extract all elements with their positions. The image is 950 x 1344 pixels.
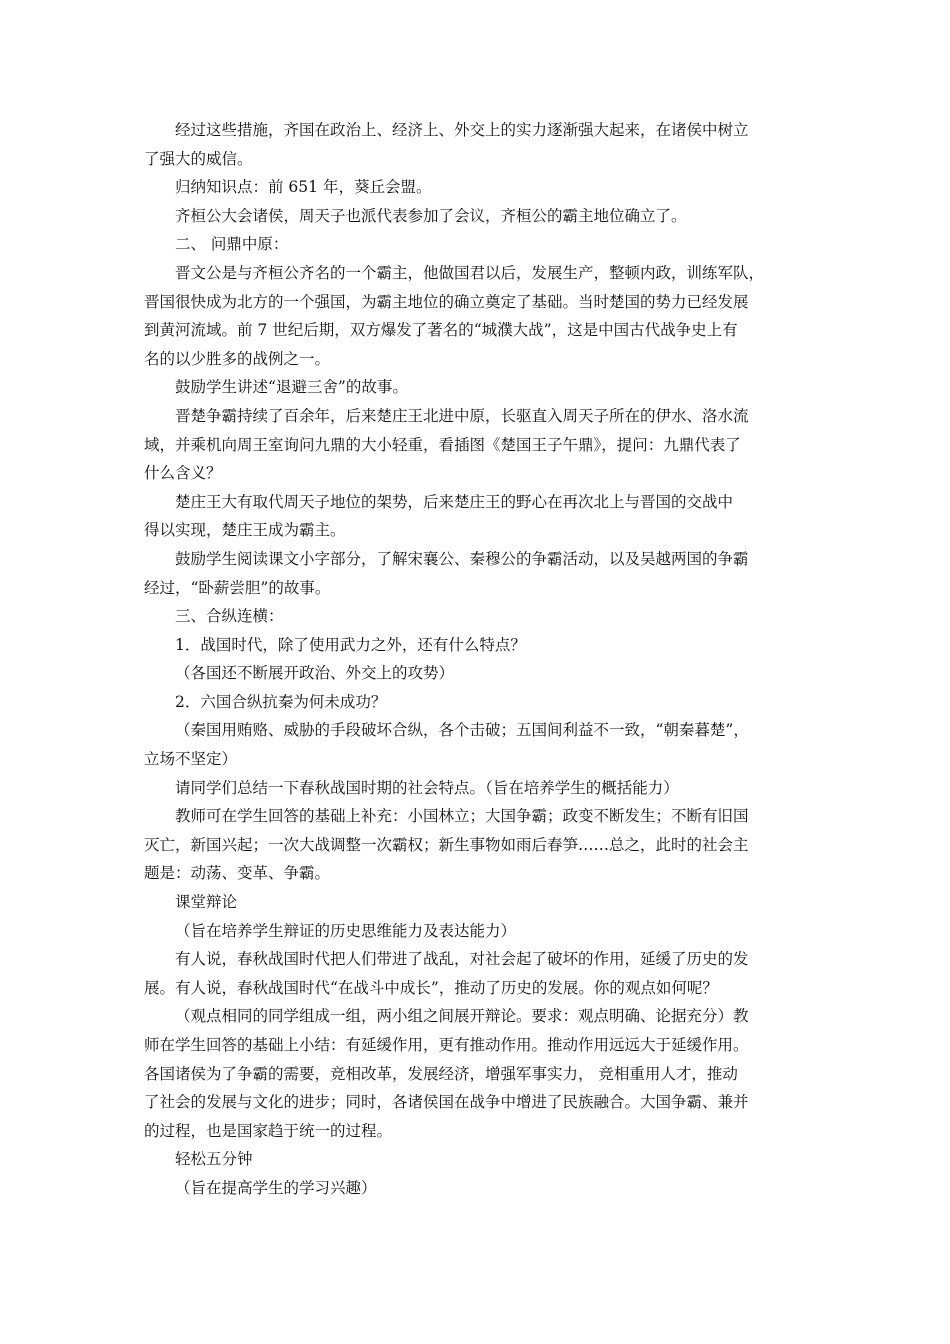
paragraph: [144, 688, 814, 717]
text-line: 楚庄王大有取代周天子地位的架势，后来楚庄王的野心在再次北上与晋国的交战中: [175, 492, 734, 511]
text-line: 域，并乘机向周王室询问九鼎的大小轻重，看插图《楚国王子午鼎》，提问：九鼎代表了: [144, 435, 741, 454]
text-line: 二、 问鼎中原：: [175, 235, 289, 254]
text-line: 各国诸侯为了争霸的需要，竞相改革，发展经济，增强军事实力， 竞相重用人才，推动: [144, 1064, 738, 1083]
paragraph: [144, 1174, 814, 1203]
paragraph: [144, 1145, 814, 1174]
text-line: 的过程，也是国家趋于统一的过程。: [144, 1121, 393, 1140]
text-line: 经过这些措施，齐国在政治上、经济上、外交上的实力逐渐强大起来，在诸侯中树立: [175, 121, 749, 139]
text-line: 了社会的发展与文化的进步；同时，各诸侯国在战争中增进了民族融合。大国争霸、兼并: [144, 1093, 749, 1112]
text-line: 请同学们总结一下春秋战国时期的社会特点。（旨在培养学生的概括能力）: [175, 778, 679, 797]
text-line: 名的以少胜多的战例之一。: [144, 349, 331, 368]
text-line: 轻松五分钟: [175, 1150, 253, 1169]
paragraph: [144, 802, 814, 888]
text-line: 灭亡，新国兴起；一次大战调整一次霸权；新生事物如雨后春笋……总之，此时的社会主: [144, 835, 749, 854]
paragraph: [144, 116, 814, 173]
text-line: 归纳知识点：前 651 年，葵丘会盟。: [175, 178, 432, 197]
text-line: 经过，“卧薪尝胆”的故事。: [144, 578, 331, 597]
text-line: （旨在培养学生辩证的历史思维能力及表达能力）: [175, 921, 517, 940]
text-line: 题是：动荡、变革、争霸。: [144, 864, 331, 883]
text-line: 师在学生回答的基础上小结：有延缓作用，更有推动作用。推动作用远远大于延缓作用。: [144, 1036, 749, 1054]
paragraph: [144, 774, 814, 803]
paragraph: [144, 173, 814, 202]
text-line: 得以实现，楚庄王成为霸主。: [144, 521, 346, 540]
text-line: 有人说，春秋战国时代把人们带进了战乱，对社会起了破坏的作用，延缓了历史的发: [175, 950, 749, 969]
text-line: 立场不坚定）: [144, 750, 238, 769]
paragraph: [144, 488, 814, 545]
text-line: （秦国用贿赂、威胁的手段破坏合纵，各个击破；五国间利益不一致，“朝秦暮楚”，: [175, 721, 749, 740]
text-line: 了强大的威信。: [144, 149, 253, 168]
text-line: 2．六国合纵抗秦为何未成功？: [175, 692, 387, 711]
paragraph: [144, 545, 814, 602]
paragraph: [144, 402, 814, 488]
paragraph: [144, 1002, 814, 1145]
text-line: 课堂辩论: [175, 893, 238, 912]
text-line: （各国还不断展开政治、外交上的攻势）: [175, 664, 455, 683]
paragraph: [144, 373, 814, 402]
text-line: 教师可在学生回答的基础上补充：小国林立；大国争霸；政变不断发生；不断有旧国: [175, 807, 749, 826]
paragraph: [144, 602, 814, 631]
paragraph: [144, 716, 814, 773]
text-line: 鼓励学生讲述“退避三舍”的故事。: [175, 378, 408, 397]
paragraph: [144, 917, 814, 946]
text-line: 鼓励学生阅读课文小字部分，了解宋襄公、秦穆公的争霸活动，以及吴越两国的争霸: [175, 549, 749, 568]
text-line: 晋楚争霸持续了百余年，后来楚庄王北进中原，长驱直入周天子所在的伊水、洛水流: [175, 406, 749, 425]
paragraph: [144, 202, 814, 231]
paragraph: [144, 631, 814, 660]
document-page: [144, 116, 814, 1203]
text-line: 到黄河流域。前 7 世纪后期，双方爆发了著名的“城濮大战”，这是中国古代战争史上有: [144, 321, 738, 340]
text-line: 齐桓公大会诸侯，周天子也派代表参加了会议，齐桓公的霸主地位确立了。: [175, 206, 687, 225]
text-line: （观点相同的同学组成一组，两小组之间展开辩论。要求：观点明确、论据充分）教: [175, 1007, 749, 1026]
text-line: 晋国很快成为北方的一个强国，为霸主地位的确立奠定了基础。当时楚国的势力已经发展: [144, 292, 749, 311]
paragraph: [144, 259, 814, 373]
text-line: 什么含义？: [144, 464, 222, 483]
paragraph: [144, 659, 814, 688]
text-line: 展。有人说，春秋战国时代“在战斗中成长”，推动了历史的发展。你的观点如何呢？: [144, 978, 718, 997]
text-line: （旨在提高学生的学习兴趣）: [175, 1178, 377, 1197]
paragraph: [144, 945, 814, 1002]
paragraph: [144, 230, 814, 259]
paragraph: [144, 888, 814, 917]
text-line: 三、合纵连横：: [175, 607, 284, 626]
text-line: 1．战国时代，除了使用武力之外，还有什么特点？: [175, 635, 526, 654]
text-line: 晋文公是与齐桓公齐名的一个霸主，他做国君以后，发展生产，整顿内政，训练军队，: [175, 263, 765, 282]
